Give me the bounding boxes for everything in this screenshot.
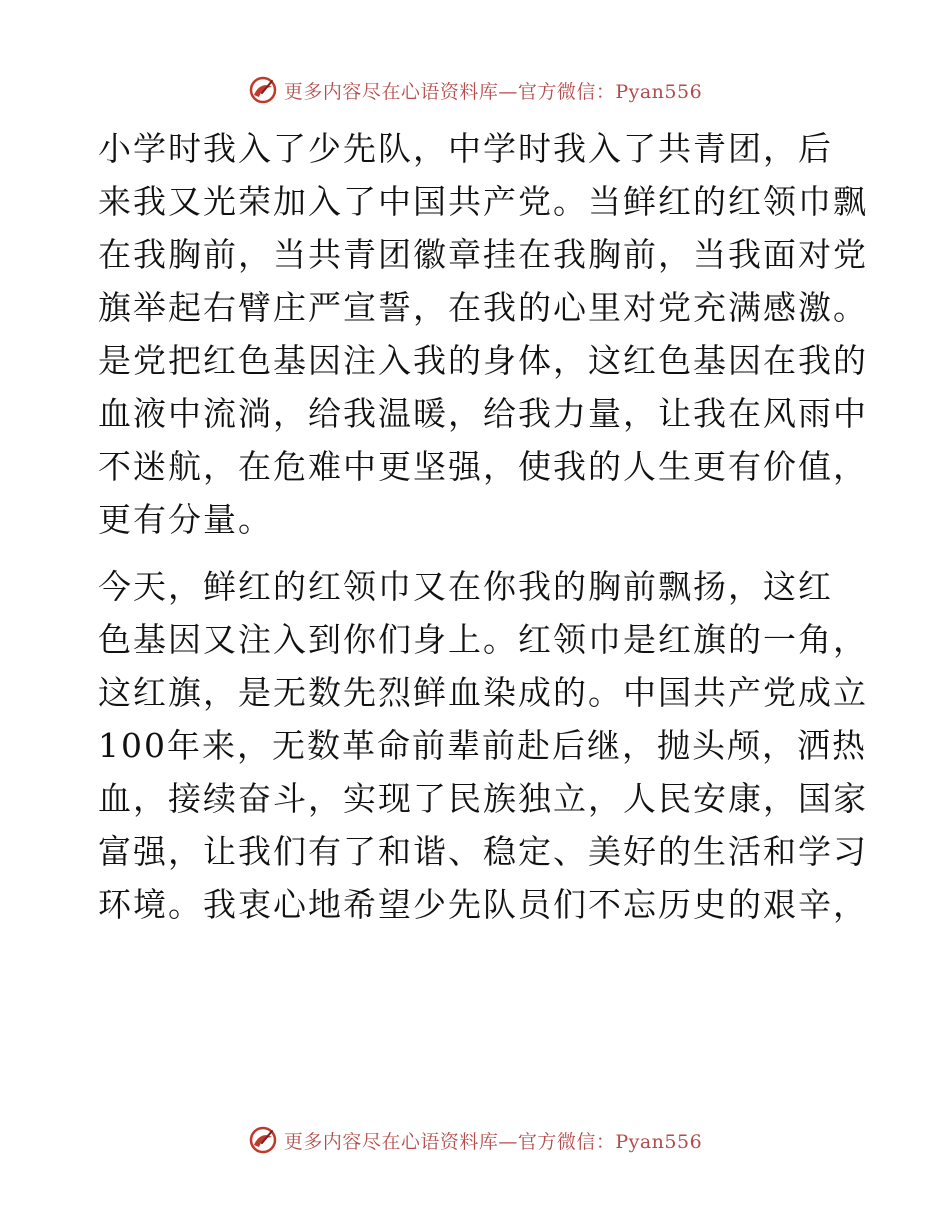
document-body — [98, 122, 868, 945]
text-line: 富强，让我们有了和谐、稳定、美好的生活和学习 — [98, 832, 868, 871]
header-watermark-banner — [0, 70, 950, 110]
paragraph-1 — [98, 122, 868, 546]
text-line: 色基因又注入到你们身上。红领巾是红旗的一角， — [98, 620, 868, 659]
text-line: 血，接续奋斗，实现了民族独立，人民安康，国家 — [98, 779, 868, 818]
text-line: 100年来，无数革命前辈前赴后继，抛头颅，洒热 — [98, 726, 867, 765]
text-line: 血液中流淌，给我温暖，给我力量，让我在风雨中 — [98, 394, 868, 433]
paragraph-2 — [98, 560, 868, 931]
text-line: 环境。我衷心地希望少先队员们不忘历史的艰辛， — [98, 885, 868, 924]
header-banner-text: 更多内容尽在心语资料库—官方微信：Pyan556 — [283, 80, 703, 103]
red-swirl-logo-icon — [248, 1125, 278, 1155]
red-swirl-logo-icon — [248, 75, 278, 105]
text-line: 旗举起右臂庄严宣誓，在我的心里对党充满感激。 — [98, 288, 868, 327]
text-line: 在我胸前，当共青团徽章挂在我胸前，当我面对党 — [98, 235, 868, 274]
text-line: 来我又光荣加入了中国共产党。当鲜红的红领巾飘 — [98, 182, 868, 221]
text-line: 是党把红色基因注入我的身体，这红色基因在我的 — [98, 341, 868, 380]
text-line: 今天，鲜红的红领巾又在你我的胸前飘扬，这红 — [98, 567, 833, 606]
footer-banner-text: 更多内容尽在心语资料库—官方微信：Pyan556 — [283, 1130, 703, 1153]
text-line: 更有分量。 — [98, 500, 273, 539]
text-line: 这红旗，是无数先烈鲜血染成的。中国共产党成立 — [98, 673, 868, 712]
text-line: 小学时我入了少先队，中学时我入了共青团，后 — [98, 129, 833, 168]
text-line: 不迷航，在危难中更坚强，使我的人生更有价值， — [98, 447, 868, 486]
footer-watermark-banner — [0, 1120, 950, 1160]
